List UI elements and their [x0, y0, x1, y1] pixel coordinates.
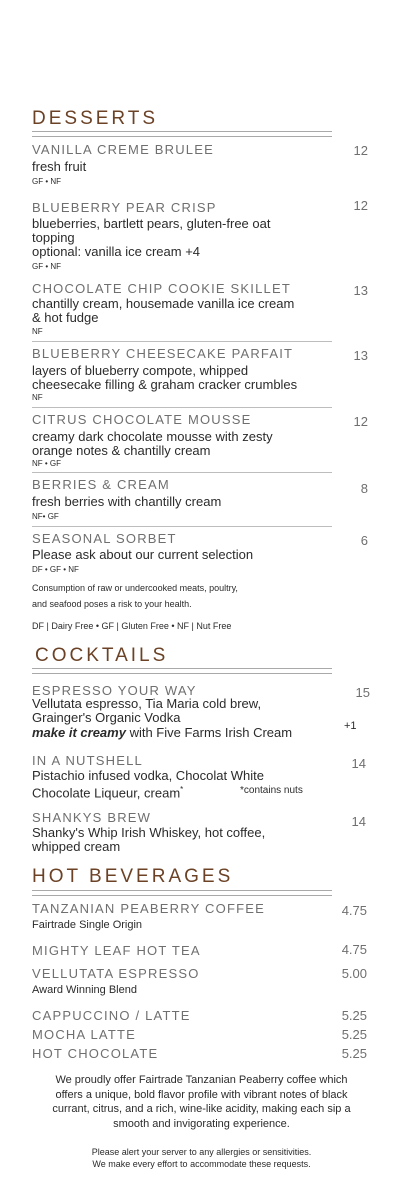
- dessert-tags: NF • GF: [32, 459, 62, 468]
- dessert-divider: [32, 341, 332, 342]
- allergy-note: [28, 1146, 375, 1170]
- desserts-rule: [32, 131, 332, 137]
- cocktail-name: SHANKYS BREW: [32, 810, 152, 825]
- dessert-tags: NF: [32, 393, 43, 402]
- beverage-price: 5.25: [341, 1046, 367, 1061]
- diet-legend: DF | Dairy Free • GF | Gluten Free • NF | Nut Free: [32, 621, 232, 631]
- hot-beverages-rule: [32, 890, 332, 896]
- dessert-name: SEASONAL SORBET: [32, 531, 177, 546]
- cocktail-desc: whipped cream: [32, 839, 121, 854]
- dessert-tags: NF• GF: [32, 512, 59, 521]
- beverage-price: 5.00: [341, 966, 367, 981]
- beverage-price: 4.75: [341, 942, 367, 957]
- cocktail-desc: Vellutata espresso, Tia Maria cold brew,: [32, 696, 262, 711]
- dessert-desc: Please ask about our current selection: [32, 547, 254, 562]
- dessert-desc: topping: [32, 230, 75, 245]
- allergy-line: We make every effort to accommodate these requests.: [92, 1159, 311, 1169]
- dessert-divider: [32, 472, 332, 473]
- cocktail-price: 15: [355, 685, 370, 700]
- about-line: smooth and invigorating experience.: [113, 1117, 290, 1130]
- dessert-name: VANILLA CREME BRULEE: [32, 142, 214, 157]
- dessert-tags: GF • NF: [32, 177, 62, 186]
- dessert-name: BERRIES & CREAM: [32, 477, 170, 492]
- dessert-price: 6: [360, 533, 368, 548]
- beverage-name: HOT CHOCOLATE: [32, 1046, 159, 1061]
- dessert-price: 13: [353, 283, 368, 298]
- about-line: We proudly offer Fairtrade Tanzanian Peaberry coffee which: [55, 1074, 348, 1086]
- dessert-name: BLUEBERRY PEAR CRISP: [32, 200, 217, 215]
- nuts-footnote: *contains nuts: [240, 785, 303, 796]
- dessert-price: 13: [353, 348, 368, 363]
- desserts-title: DESSERTS: [32, 108, 159, 129]
- beverage-name: TANZANIAN PEABERRY COFFEE: [32, 901, 265, 916]
- dessert-desc: cheesecake filling & graham cracker crumbles: [32, 377, 298, 392]
- dessert-divider: [32, 407, 332, 408]
- dessert-price: 12: [353, 198, 368, 213]
- dessert-desc: creamy dark chocolate mousse with zesty: [32, 429, 273, 444]
- cocktail-desc: Chocolate Liqueur, cream: [32, 785, 181, 801]
- beverage-price: 5.25: [341, 1027, 367, 1042]
- cocktail-addon: +1: [344, 720, 357, 732]
- dessert-tags: NF: [32, 327, 43, 336]
- cocktail-emph-rest: with Five Farms Irish Cream: [125, 725, 293, 740]
- dessert-name: CITRUS CHOCOLATE MOUSSE: [32, 412, 252, 427]
- dessert-desc: fresh berries with chantilly cream: [32, 494, 222, 509]
- beverage-name: MOCHA LATTE: [32, 1027, 136, 1042]
- raw-food-warning: and seafood poses a risk to your health.: [32, 599, 192, 609]
- dessert-desc: orange notes & chantilly cream: [32, 443, 211, 458]
- beverage-sub: Fairtrade Single Origin: [32, 919, 143, 931]
- dessert-price: 8: [360, 481, 368, 496]
- cocktail-name: IN A NUTSHELL: [32, 753, 143, 768]
- cocktails-title: COCKTAILS: [35, 645, 169, 666]
- dessert-desc: chantilly cream, housemade vanilla ice cream: [32, 296, 295, 311]
- cocktail-emph: make it creamy: [32, 725, 126, 740]
- cocktail-price: 14: [351, 814, 366, 829]
- dessert-divider: [32, 526, 332, 527]
- cocktail-star: *: [180, 785, 184, 794]
- cocktail-name: ESPRESSO YOUR WAY: [32, 683, 197, 698]
- dessert-desc: optional: vanilla ice cream +4: [32, 244, 201, 259]
- dessert-tags: DF • GF • NF: [32, 565, 79, 574]
- cocktail-desc: Shanky's Whip Irish Whiskey, hot coffee,: [32, 825, 266, 840]
- cocktail-desc-creamy: [32, 726, 352, 740]
- cocktail-desc-line: [32, 783, 183, 800]
- about-line: offers a unique, bold flavor profile with vibrant notes of black: [55, 1088, 348, 1101]
- dessert-name: CHOCOLATE CHIP COOKIE SKILLET: [32, 281, 291, 296]
- dessert-desc: layers of blueberry compote, whipped: [32, 363, 249, 378]
- dessert-tags: GF • NF: [32, 262, 62, 271]
- coffee-about: [28, 1073, 375, 1131]
- beverage-name: CAPPUCCINO / LATTE: [32, 1008, 191, 1023]
- hot-beverages-title: HOT BEVERAGES: [32, 866, 234, 887]
- dessert-desc: & hot fudge: [32, 310, 99, 325]
- dessert-name: BLUEBERRY CHEESECAKE PARFAIT: [32, 346, 294, 361]
- cocktail-price: 14: [351, 756, 366, 771]
- dessert-desc: blueberries, bartlett pears, gluten-free oat: [32, 216, 271, 231]
- raw-food-warning: Consumption of raw or undercooked meats, poultry,: [32, 583, 238, 593]
- dessert-price: 12: [353, 414, 368, 429]
- dessert-desc: fresh fruit: [32, 159, 87, 174]
- beverage-sub: Award Winning Blend: [32, 984, 137, 996]
- allergy-line: Please alert your server to any allergies or sensitivities.: [91, 1147, 312, 1157]
- cocktail-desc: Pistachio infused vodka, Chocolat White: [32, 768, 264, 783]
- dessert-price: 12: [353, 143, 368, 158]
- beverage-price: 5.25: [341, 1008, 367, 1023]
- beverage-name: VELLUTATA ESPRESSO: [32, 966, 200, 981]
- cocktails-rule: [32, 668, 332, 674]
- cocktail-desc: Grainger's Organic Vodka: [32, 710, 181, 725]
- about-line: currant, citrus, and a rich, wine-like acidity, making each sip a: [52, 1103, 351, 1115]
- beverage-name: MIGHTY LEAF HOT TEA: [32, 943, 201, 958]
- beverage-price: 4.75: [341, 903, 367, 918]
